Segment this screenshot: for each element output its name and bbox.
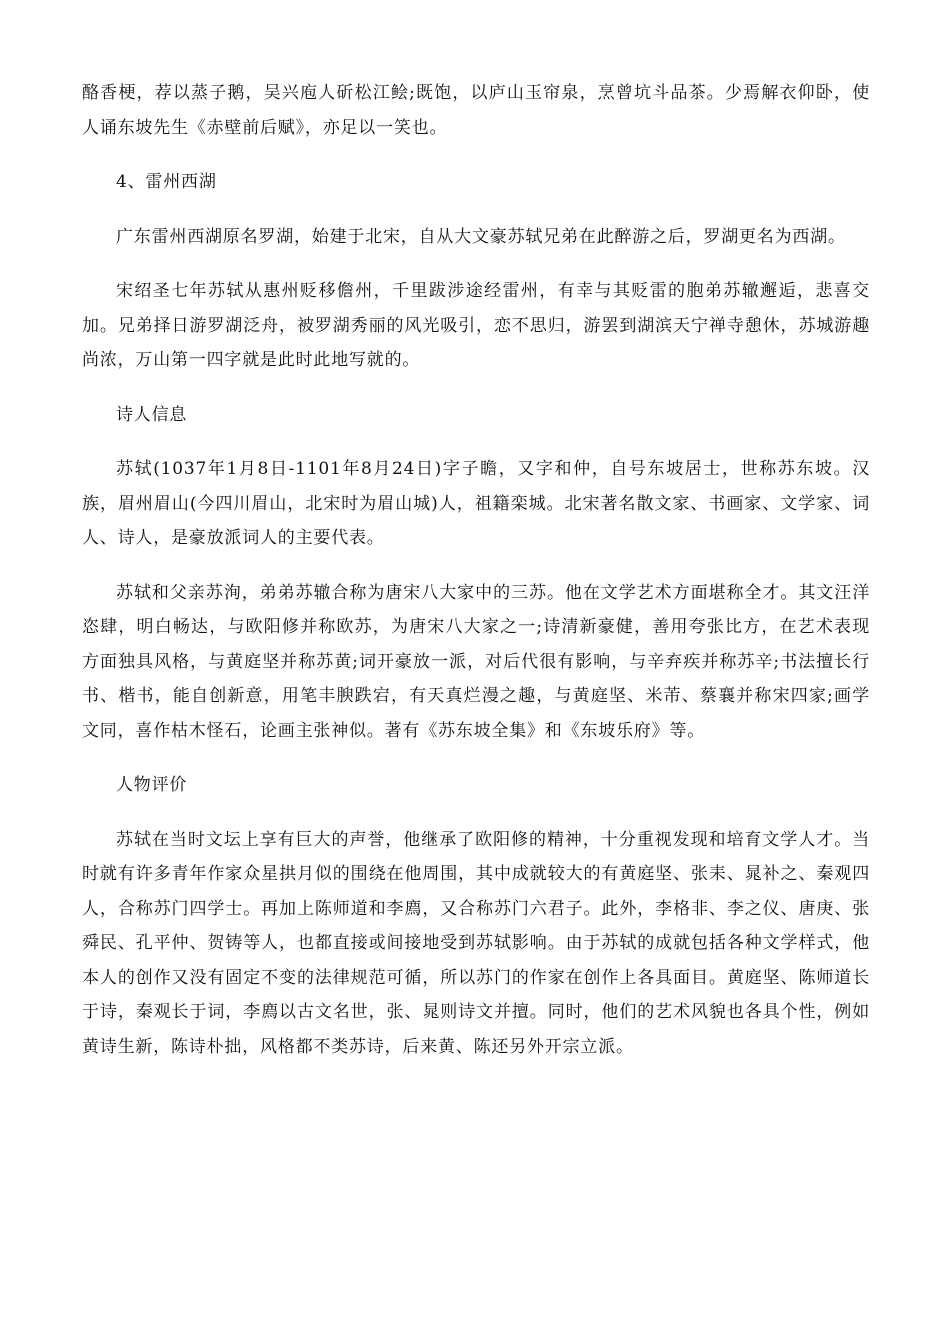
paragraph-poet-achievements: 苏轼和父亲苏洵，弟弟苏辙合称为唐宋八大家中的三苏。他在文学艺术方面堪称全才。其文汪洋恣肆，明白畅达，与欧阳修并称欧苏，为唐宋八大家之一;诗清新豪健，善用夸张比方，在艺术表现方面独具风格，与黄庭坚并称苏黄;词开豪放一派，对后代很有影响，与辛弃疾并称苏辛;书法擅长行书、楷书，能自创新意，用笔丰腴跌宕，有天真烂漫之趣，与黄庭坚、米芾、蔡襄并称宋四家;画学文同，喜作枯木怪石，论画主张神似。著有《苏东坡全集》和《东坡乐府》等。: [82, 582, 870, 741]
section-heading-poet-info: 诗人信息: [116, 404, 188, 425]
section-heading-evaluation: 人物评价: [116, 775, 188, 795]
paragraph-evaluation: 苏轼在当时文坛上享有巨大的声誉，他继承了欧阳修的精神，十分重视发现和培育文学人才。当时就有许多青年作家众星拱月似的围绕在他周围，其中成就较大的有黄庭坚、张耒、晁补之、秦观四人，合称苏门四学士。再加上陈师道和李廌，又合称苏门六君子。此外，李格非、李之仪、唐庚、张舜民、孔平仲、贺铸等人，也都直接或间接地受到苏轼影响。由于苏轼的成就包括各种文学样式，他本人的创作又没有固定不变的法律规范可循，所以苏门的作家在创作上各具面目。黄庭坚、陈师道长于诗，秦观长于词，李廌以古文名世，张、晁则诗文并擅。同时，他们的艺术风貌也各具个性，例如黄诗生新，陈诗朴拙，风格都不类苏诗，后来黄、陈还另外开宗立派。: [82, 829, 870, 1057]
paragraph-poet-bio: 苏轼(1037年1月8日-1101年8月24日)字子瞻，又字和仲，自号东坡居士，世称苏东坡。汉族，眉州眉山(今四川眉山，北宋时为眉山城)人，祖籍栾城。北宋著名散文家、书画家、文学家、词人、诗人，是豪放派词人的主要代表。: [82, 459, 870, 548]
section-heading-leizhou-xihu: 4、雷州西湖: [116, 172, 217, 192]
paragraph-feast-continuation: 酪香梗，荐以蒸子鹅，吴兴庖人斫松江鲙;既饱，以庐山玉帘泉，烹曾坑斗品茶。少焉解衣仰卧，使人诵东坡先生《赤壁前后赋》，亦足以一笑也。: [82, 83, 870, 138]
document-body: [82, 76, 870, 1084]
paragraph-xihu-history: 宋绍圣七年苏轼从惠州贬移儋州，千里跋涉途经雷州，有幸与其贬雷的胞弟苏辙邂逅，悲喜交加。兄弟择日游罗湖泛舟，被罗湖秀丽的风光吸引，恋不思归，游罢到湖滨天宁禅寺憩休，苏城游趣尚浓，万山第一四字就是此时此地写就的。: [82, 281, 870, 370]
paragraph-xihu-intro: 广东雷州西湖原名罗湖，始建于北宋，自从大文豪苏轼兄弟在此醉游之后，罗湖更名为西湖。: [116, 226, 846, 247]
